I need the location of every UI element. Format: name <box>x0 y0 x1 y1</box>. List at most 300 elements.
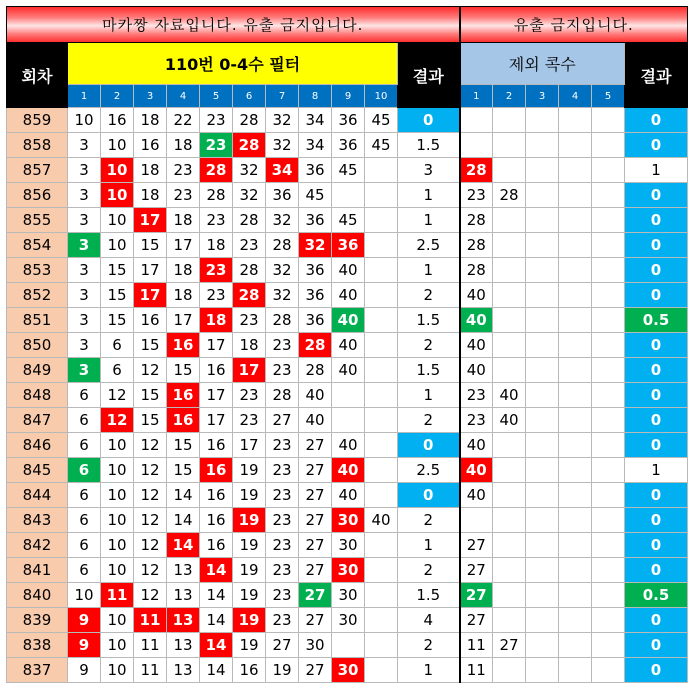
exclude-cell <box>493 458 526 483</box>
number-cell: 18 <box>200 233 233 258</box>
exclude-cell <box>493 133 526 158</box>
exclude-cell <box>559 358 592 383</box>
number-cell: 32 <box>266 133 299 158</box>
exclude-cell: 28 <box>460 233 493 258</box>
exclude-cell: 40 <box>460 433 493 458</box>
number-cell: 28 <box>200 158 233 183</box>
number-cell: 27 <box>299 433 332 458</box>
table-row <box>7 308 688 333</box>
number-cell <box>365 258 398 283</box>
number-cell: 23 <box>200 208 233 233</box>
exclude-cell <box>493 558 526 583</box>
exclude-cell <box>592 308 625 333</box>
exclude-cell <box>493 533 526 558</box>
exclude-cell <box>526 583 559 608</box>
number-cell <box>332 183 365 208</box>
number-cell: 18 <box>167 283 200 308</box>
exclude-cell <box>592 108 625 133</box>
number-cell <box>365 383 398 408</box>
result-cell: 4 <box>398 608 460 633</box>
result-cell: 3 <box>398 158 460 183</box>
table-row <box>7 483 688 508</box>
exclude-cell <box>460 108 493 133</box>
number-cell: 16 <box>233 658 266 683</box>
number-cell: 15 <box>134 383 167 408</box>
number-cell: 10 <box>101 183 134 208</box>
number-cell: 16 <box>200 358 233 383</box>
number-cell: 11 <box>134 608 167 633</box>
number-cell: 11 <box>134 633 167 658</box>
round-cell: 840 <box>7 583 68 608</box>
number-cell: 3 <box>68 333 101 358</box>
number-cell <box>365 233 398 258</box>
number-cell: 15 <box>101 283 134 308</box>
result-cell: 1 <box>398 183 460 208</box>
number-cell: 13 <box>167 633 200 658</box>
number-cell: 6 <box>68 558 101 583</box>
number-cell: 6 <box>68 408 101 433</box>
exclude-cell <box>493 108 526 133</box>
number-cell: 23 <box>266 508 299 533</box>
number-cell: 6 <box>101 358 134 383</box>
table-row <box>7 608 688 633</box>
round-cell: 841 <box>7 558 68 583</box>
table-row <box>7 108 688 133</box>
number-cell <box>332 408 365 433</box>
number-cell: 17 <box>134 283 167 308</box>
exclude-cell <box>592 158 625 183</box>
exclude-cell <box>559 558 592 583</box>
result2-header: 결과 <box>625 43 688 108</box>
number-cell: 23 <box>233 233 266 258</box>
number-cell: 30 <box>332 608 365 633</box>
exclude-cell <box>526 358 559 383</box>
result-cell: 1 <box>398 533 460 558</box>
number-cell <box>365 483 398 508</box>
number-cell: 16 <box>200 483 233 508</box>
number-cell: 18 <box>167 208 200 233</box>
exclude-cell: 27 <box>493 633 526 658</box>
exclude-cell <box>493 283 526 308</box>
number-cell: 14 <box>167 533 200 558</box>
number-cell <box>365 333 398 358</box>
exclude-cell: 40 <box>460 358 493 383</box>
number-cell: 12 <box>101 383 134 408</box>
exclude-cell: 23 <box>460 183 493 208</box>
round-header: 회차 <box>7 43 68 108</box>
number-cell: 10 <box>101 658 134 683</box>
result2-cell: 1 <box>625 458 688 483</box>
number-cell: 19 <box>233 583 266 608</box>
exclude-cell <box>559 208 592 233</box>
round-cell: 851 <box>7 308 68 333</box>
round-cell: 854 <box>7 233 68 258</box>
number-cell: 15 <box>101 258 134 283</box>
number-cell: 3 <box>68 308 101 333</box>
result-cell: 2 <box>398 283 460 308</box>
number-cell: 23 <box>200 133 233 158</box>
number-cell: 15 <box>167 358 200 383</box>
number-cell: 16 <box>167 408 200 433</box>
number-cell: 23 <box>233 308 266 333</box>
exclude-cell <box>493 308 526 333</box>
table-row <box>7 433 688 458</box>
number-cell: 23 <box>266 433 299 458</box>
exclude-cell: 28 <box>460 158 493 183</box>
result2-cell: 0 <box>625 533 688 558</box>
exclude-cell: 28 <box>460 258 493 283</box>
number-cell: 32 <box>266 108 299 133</box>
round-cell: 846 <box>7 433 68 458</box>
exclude-cell <box>559 608 592 633</box>
exclude-cell: 23 <box>460 408 493 433</box>
number-cell: 30 <box>332 508 365 533</box>
number-cell: 19 <box>233 458 266 483</box>
result2-cell: 1 <box>625 158 688 183</box>
number-cell: 28 <box>233 133 266 158</box>
number-cell: 16 <box>167 383 200 408</box>
number-cell <box>365 158 398 183</box>
number-cell: 15 <box>134 233 167 258</box>
table-row <box>7 583 688 608</box>
number-cell: 17 <box>233 358 266 383</box>
exclude-cell <box>592 133 625 158</box>
result2-cell: 0 <box>625 483 688 508</box>
number-cell: 14 <box>200 633 233 658</box>
number-cell: 28 <box>299 333 332 358</box>
number-cell: 45 <box>332 158 365 183</box>
number-cell: 13 <box>167 658 200 683</box>
result2-cell: 0 <box>625 283 688 308</box>
exclude-cell <box>559 183 592 208</box>
round-cell: 838 <box>7 633 68 658</box>
exclude-cell: 11 <box>460 658 493 683</box>
number-cell: 3 <box>68 133 101 158</box>
exclude-cell <box>559 633 592 658</box>
number-cell: 23 <box>266 558 299 583</box>
exclude-cell <box>559 458 592 483</box>
number-cell: 23 <box>266 608 299 633</box>
number-cell: 23 <box>233 383 266 408</box>
number-cell <box>365 633 398 658</box>
number-cell: 3 <box>68 208 101 233</box>
number-cell: 14 <box>200 658 233 683</box>
exclude-cell <box>592 658 625 683</box>
exclude-cell <box>526 133 559 158</box>
number-cell: 11 <box>101 583 134 608</box>
table-row <box>7 633 688 658</box>
number-cell: 32 <box>266 283 299 308</box>
number-cell: 17 <box>167 233 200 258</box>
number-cell: 27 <box>299 508 332 533</box>
round-cell: 839 <box>7 608 68 633</box>
result2-cell: 0 <box>625 233 688 258</box>
number-cell: 18 <box>200 308 233 333</box>
table-row <box>7 533 688 558</box>
number-cell <box>365 408 398 433</box>
number-cell: 12 <box>134 358 167 383</box>
exclude-cell <box>559 133 592 158</box>
exclude-cell <box>559 308 592 333</box>
exclude-cell <box>559 483 592 508</box>
number-cell: 28 <box>233 108 266 133</box>
exclude-cell <box>526 408 559 433</box>
result-cell: 2.5 <box>398 233 460 258</box>
number-cell: 12 <box>134 508 167 533</box>
number-cell: 23 <box>200 108 233 133</box>
exclude-cell <box>592 208 625 233</box>
number-cell: 16 <box>101 108 134 133</box>
number-cell: 12 <box>134 558 167 583</box>
round-cell: 845 <box>7 458 68 483</box>
round-cell: 859 <box>7 108 68 133</box>
result-cell: 1 <box>398 208 460 233</box>
number-cell: 10 <box>101 633 134 658</box>
table-row <box>7 333 688 358</box>
number-cell: 36 <box>332 108 365 133</box>
number-cell: 32 <box>299 233 332 258</box>
number-cell: 30 <box>332 533 365 558</box>
number-cell: 12 <box>101 408 134 433</box>
number-cell: 34 <box>299 133 332 158</box>
number-cell: 11 <box>134 658 167 683</box>
result-cell: 0 <box>398 483 460 508</box>
exclude-cell <box>526 458 559 483</box>
number-cell: 3 <box>68 258 101 283</box>
exclude-cell <box>526 283 559 308</box>
table-row <box>7 158 688 183</box>
exclude-cell: 11 <box>460 633 493 658</box>
number-cell: 40 <box>332 433 365 458</box>
exclude-cell: 27 <box>460 608 493 633</box>
result2-cell: 0 <box>625 558 688 583</box>
result2-cell: 0 <box>625 433 688 458</box>
number-cell: 28 <box>233 208 266 233</box>
number-cell: 45 <box>332 208 365 233</box>
table-row <box>7 558 688 583</box>
number-cell: 28 <box>266 308 299 333</box>
exclude-cell <box>592 408 625 433</box>
number-cell: 10 <box>68 108 101 133</box>
exclude-cell: 40 <box>460 308 493 333</box>
number-cell: 23 <box>266 458 299 483</box>
number-cell: 36 <box>299 283 332 308</box>
number-cell: 30 <box>299 633 332 658</box>
table-row <box>7 183 688 208</box>
banner-left: 마카짱 자료입니다. 유출 금지입니다. <box>7 7 460 43</box>
number-cell <box>365 533 398 558</box>
number-cell: 40 <box>332 458 365 483</box>
exclude-cell: 28 <box>460 208 493 233</box>
result2-cell: 0.5 <box>625 308 688 333</box>
number-cell: 23 <box>200 283 233 308</box>
number-cell: 32 <box>266 258 299 283</box>
exclude-cell <box>526 333 559 358</box>
exclude-cell: 27 <box>460 558 493 583</box>
exclude-cell <box>493 158 526 183</box>
number-cell: 15 <box>134 333 167 358</box>
exclude-cell <box>559 658 592 683</box>
number-cell: 9 <box>68 608 101 633</box>
number-cell: 18 <box>233 333 266 358</box>
table-row <box>7 283 688 308</box>
number-cell: 3 <box>68 158 101 183</box>
number-cell: 45 <box>365 133 398 158</box>
number-cell: 27 <box>299 658 332 683</box>
round-cell: 844 <box>7 483 68 508</box>
table-row <box>7 133 688 158</box>
exclude-cell <box>559 508 592 533</box>
number-cell: 18 <box>134 183 167 208</box>
number-cell <box>365 358 398 383</box>
filter-col-number: 7 <box>266 85 299 108</box>
exclude-cell <box>493 583 526 608</box>
result2-cell: 0 <box>625 383 688 408</box>
number-cell: 23 <box>200 258 233 283</box>
exclude-cell <box>592 508 625 533</box>
round-cell: 842 <box>7 533 68 558</box>
number-cell: 10 <box>101 233 134 258</box>
exclude-cell <box>559 333 592 358</box>
exclude-cell <box>493 483 526 508</box>
exclude-cell <box>559 408 592 433</box>
result-cell: 1 <box>398 258 460 283</box>
result2-cell: 0 <box>625 633 688 658</box>
number-cell: 18 <box>134 158 167 183</box>
round-cell: 856 <box>7 183 68 208</box>
exclude-cell: 40 <box>460 333 493 358</box>
number-cell: 36 <box>299 158 332 183</box>
number-cell: 23 <box>167 183 200 208</box>
table-row <box>7 233 688 258</box>
exclude-cell <box>526 183 559 208</box>
number-cell: 6 <box>68 483 101 508</box>
result-cell: 1.5 <box>398 358 460 383</box>
exclude-cell <box>526 658 559 683</box>
number-cell: 34 <box>299 108 332 133</box>
number-cell: 17 <box>200 333 233 358</box>
number-cell: 40 <box>332 283 365 308</box>
exclude-cell <box>559 108 592 133</box>
table-row <box>7 408 688 433</box>
number-cell: 16 <box>134 133 167 158</box>
result-cell: 2 <box>398 508 460 533</box>
number-cell: 40 <box>332 333 365 358</box>
number-cell: 36 <box>266 183 299 208</box>
exclude-cell <box>559 583 592 608</box>
exclude-cell <box>526 258 559 283</box>
exclude-header: 제외 콕수 <box>460 43 625 85</box>
number-cell <box>365 583 398 608</box>
number-cell: 18 <box>167 133 200 158</box>
exclude-cell <box>493 508 526 533</box>
number-cell <box>365 658 398 683</box>
result2-cell: 0 <box>625 108 688 133</box>
round-cell: 858 <box>7 133 68 158</box>
number-cell: 14 <box>200 583 233 608</box>
exclude-cell <box>460 508 493 533</box>
exclude-cell <box>592 183 625 208</box>
number-cell: 10 <box>101 608 134 633</box>
result-cell: 1.5 <box>398 133 460 158</box>
number-cell: 16 <box>167 333 200 358</box>
result-cell: 1 <box>398 658 460 683</box>
result2-cell: 0 <box>625 258 688 283</box>
number-cell: 14 <box>200 558 233 583</box>
number-cell: 27 <box>299 583 332 608</box>
result2-cell: 0 <box>625 608 688 633</box>
number-cell: 16 <box>200 433 233 458</box>
result-cell: 1.5 <box>398 308 460 333</box>
filter-header: 110번 0-4수 필터 <box>68 43 398 85</box>
filter-col-number: 3 <box>134 85 167 108</box>
table-row <box>7 258 688 283</box>
number-cell: 13 <box>167 558 200 583</box>
exclude-cell <box>526 633 559 658</box>
result-cell: 0 <box>398 433 460 458</box>
table-row <box>7 658 688 683</box>
number-cell: 17 <box>134 208 167 233</box>
number-cell: 32 <box>233 183 266 208</box>
result-cell: 2 <box>398 633 460 658</box>
round-cell: 848 <box>7 383 68 408</box>
round-cell: 850 <box>7 333 68 358</box>
number-cell: 28 <box>200 183 233 208</box>
exclude-cell <box>592 533 625 558</box>
number-cell: 40 <box>365 508 398 533</box>
number-cell: 14 <box>167 483 200 508</box>
number-cell: 10 <box>101 483 134 508</box>
result-cell: 0 <box>398 108 460 133</box>
number-cell: 19 <box>266 658 299 683</box>
number-cell: 23 <box>266 533 299 558</box>
exclude-col-number: 4 <box>559 85 592 108</box>
round-cell: 849 <box>7 358 68 383</box>
result2-cell: 0 <box>625 658 688 683</box>
number-cell: 40 <box>299 383 332 408</box>
result2-cell: 0 <box>625 133 688 158</box>
banner-right: 유출 금지입니다. <box>460 7 688 43</box>
exclude-cell <box>526 233 559 258</box>
number-cell: 3 <box>68 233 101 258</box>
number-cell: 23 <box>266 483 299 508</box>
number-cell: 17 <box>200 408 233 433</box>
number-cell: 19 <box>233 558 266 583</box>
exclude-cell <box>592 583 625 608</box>
result-cell: 2.5 <box>398 458 460 483</box>
exclude-cell <box>493 208 526 233</box>
filter-col-number: 4 <box>167 85 200 108</box>
result2-cell: 0.5 <box>625 583 688 608</box>
number-cell: 10 <box>68 583 101 608</box>
round-cell: 837 <box>7 658 68 683</box>
round-cell: 852 <box>7 283 68 308</box>
number-cell: 16 <box>200 508 233 533</box>
filter-col-number: 2 <box>101 85 134 108</box>
exclude-cell <box>526 558 559 583</box>
number-cell: 15 <box>167 433 200 458</box>
number-cell: 32 <box>266 208 299 233</box>
number-cell: 13 <box>167 608 200 633</box>
exclude-cell <box>493 258 526 283</box>
number-cell: 28 <box>266 233 299 258</box>
exclude-col-number: 1 <box>460 85 493 108</box>
exclude-cell <box>592 483 625 508</box>
filter-col-number: 8 <box>299 85 332 108</box>
number-cell: 12 <box>134 583 167 608</box>
number-cell <box>332 383 365 408</box>
number-cell: 36 <box>332 233 365 258</box>
